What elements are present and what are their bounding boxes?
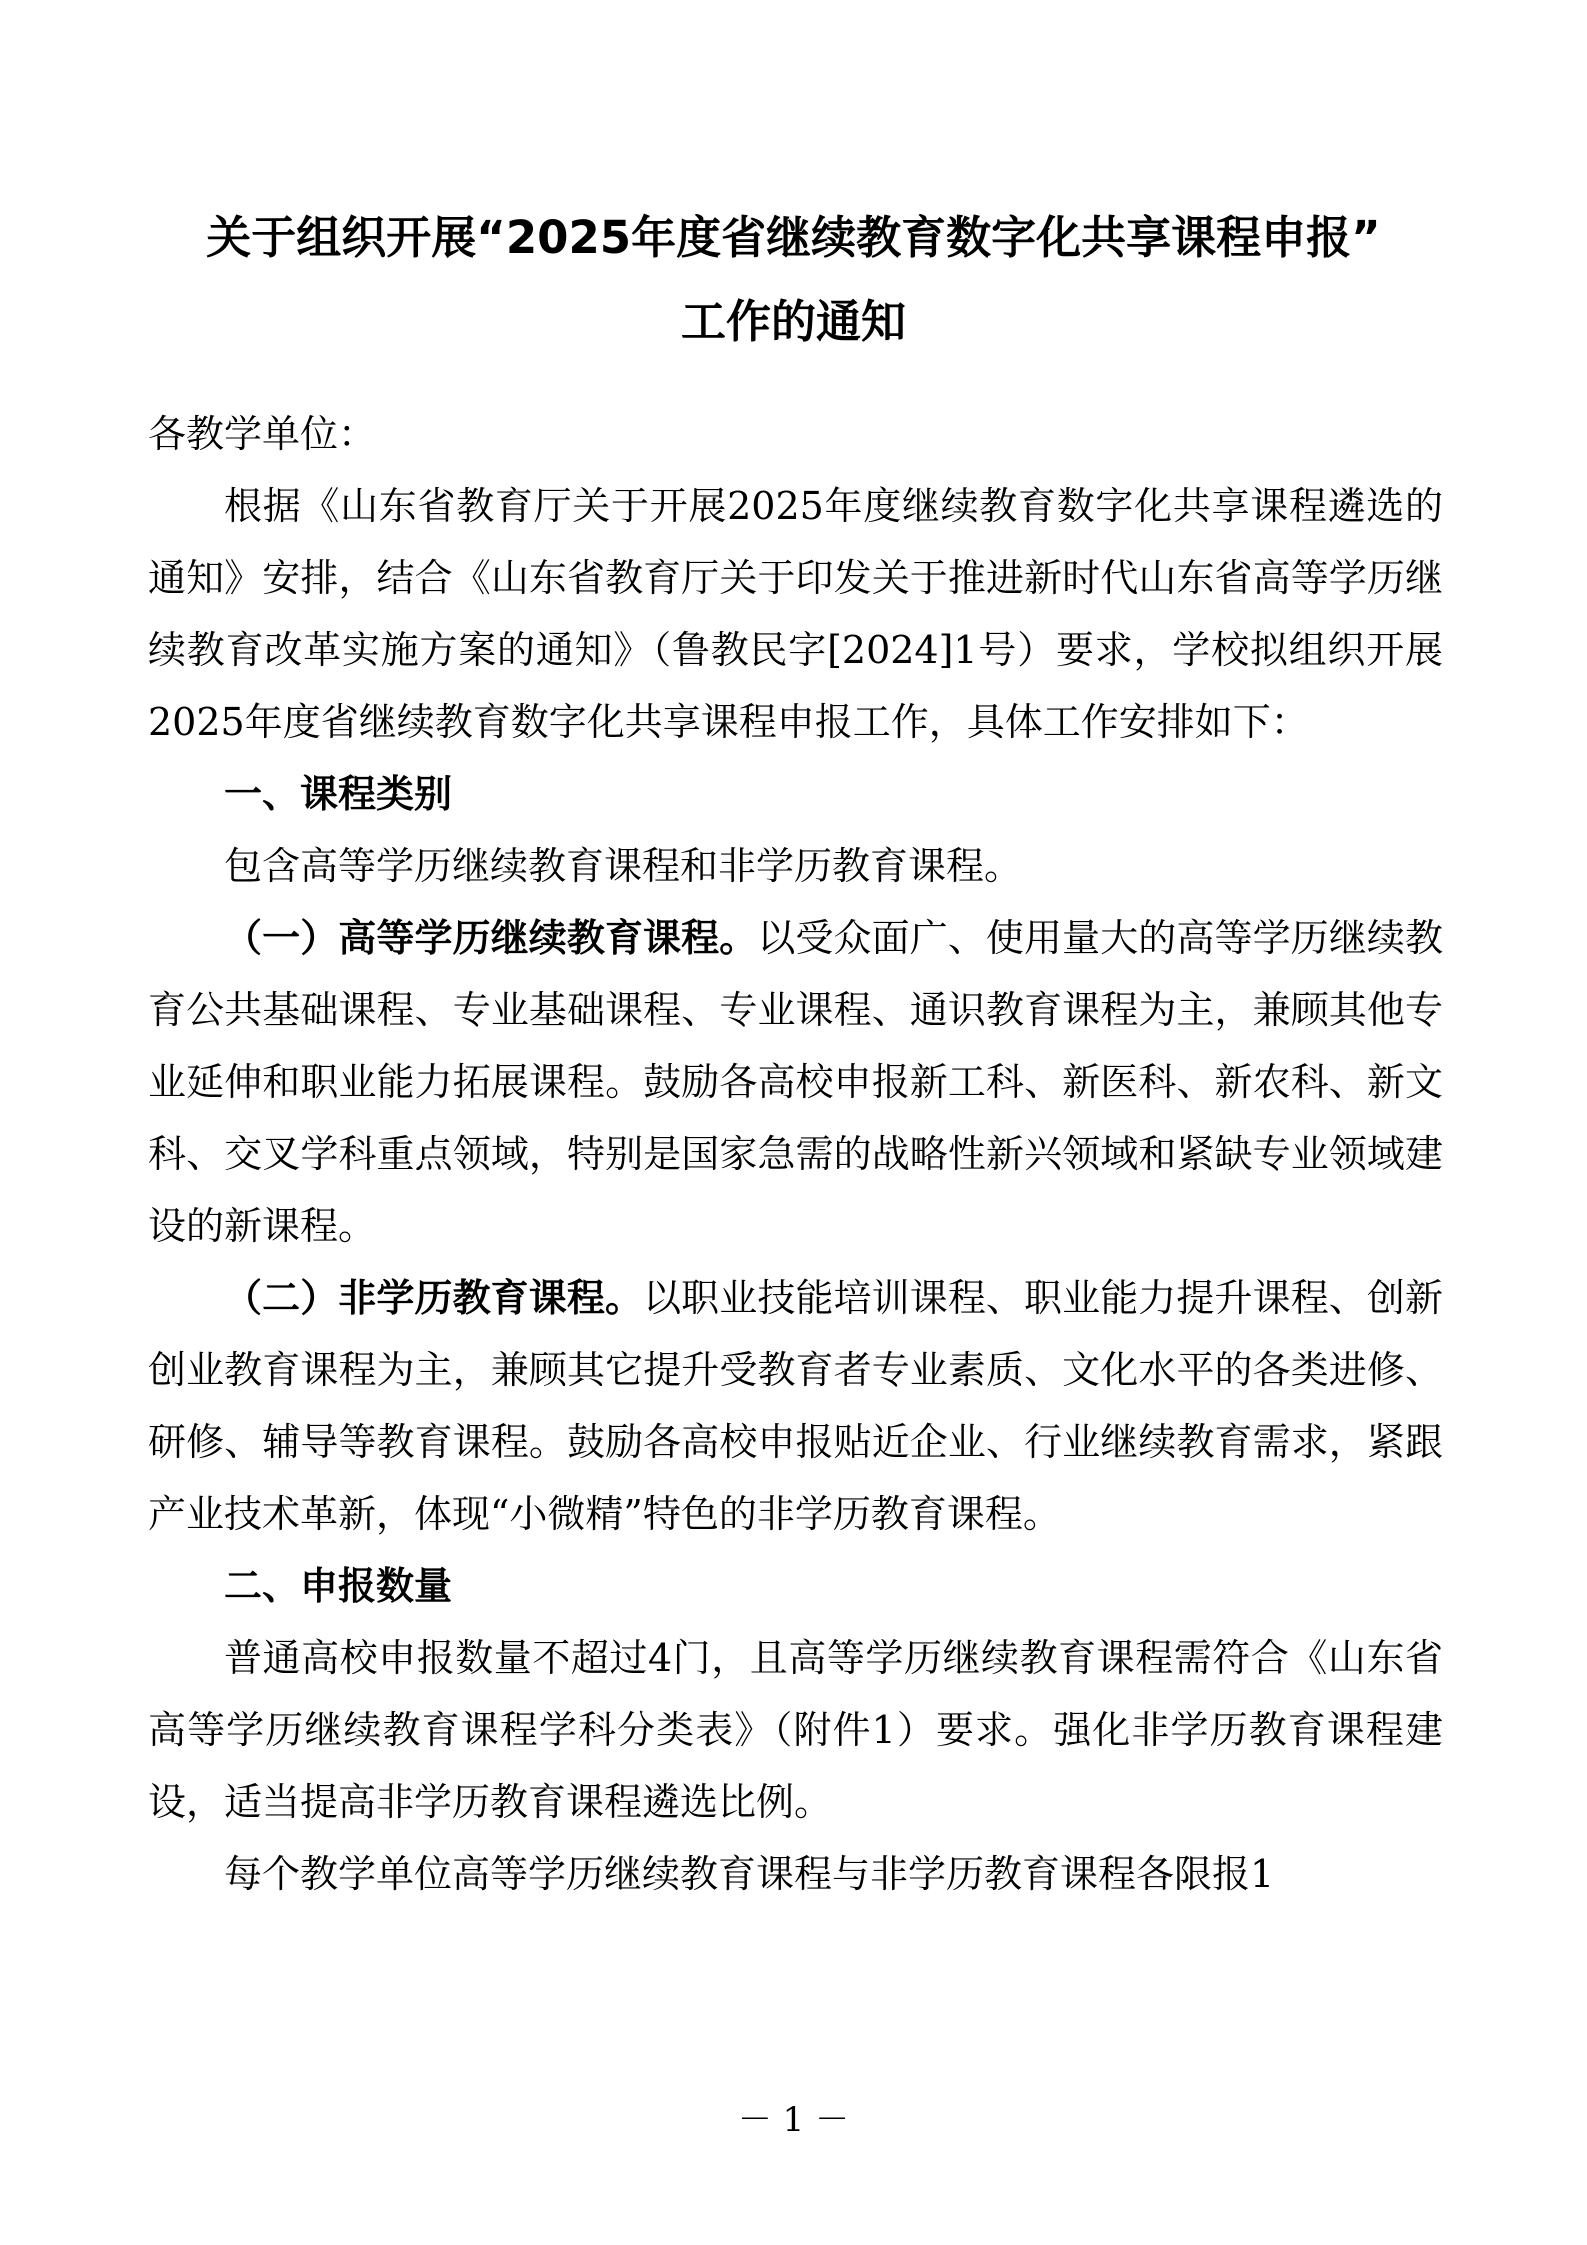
- section-1-item-2-lead: （二）非学历教育课程。: [224, 1275, 644, 1320]
- section-2-paragraph-2: 每个教学单位高等学历继续教育课程与非学历教育课程各限报1: [224, 1852, 1275, 1896]
- document-title-line-1: 关于组织开展“2025年度省继续教育数字化共享课程申报”: [206, 211, 1381, 264]
- intro-paragraph: 根据《山东省教育厅关于开展2025年度继续教育数字化共享课程遴选的通知》安排，结合《山东省教育厅关于印发关于推进新时代山东省高等学历继续教育改革实施方案的通知》（鲁教民字[2024]1号）要求，学校拟组织开展2025年度省继续教育数字化共享课程申报工作，具体工作安排如下：: [148, 484, 1443, 744]
- section-1-item-1: [148, 902, 1443, 1262]
- section-1-paragraph: 包含高等学历继续教育课程和非学历教育课程。: [224, 844, 1023, 888]
- document-title-line-2: 工作的通知: [680, 295, 906, 348]
- document-body: [148, 398, 1443, 1910]
- section-1-item-2-text: 以职业技能培训课程、职业能力提升课程、创新创业教育课程为主，兼顾其它提升受教育者专业素质、文化水平的各类进修、研修、辅导等教育课程。鼓励各高校申报贴近企业、行业继续教育需求，紧跟产业技术革新，体现“小微精”特色的非学历教育课程。: [148, 1276, 1443, 1536]
- salutation: 各教学单位：: [148, 412, 377, 456]
- section-2-paragraph-1: 普通高校申报数量不超过4门，且高等学历继续教育课程需符合《山东省高等学历继续教育课程学科分类表》（附件1）要求。强化非学历教育课程建设，适当提高非学历教育课程遴选比例。: [148, 1636, 1443, 1824]
- page-number: － 1 －: [737, 2100, 850, 2140]
- section-1-item-2: [148, 1262, 1443, 1550]
- section-1-heading: 一、课程类别: [224, 772, 453, 816]
- section-2-heading: 二、申报数量: [224, 1564, 453, 1608]
- section-1-item-1-text: 以受众面广、使用量大的高等学历继续教育公共基础课程、专业基础课程、专业课程、通识教育课程为主，兼顾其他专业延伸和职业能力拓展课程。鼓励各高校申报新工科、新医科、新农科、新文科、交叉学科重点领域，特别是国家急需的战略性新兴领域和紧缺专业领域建设的新课程。: [148, 916, 1443, 1248]
- section-1-item-1-lead: （一）高等学历继续教育课程。: [224, 915, 758, 960]
